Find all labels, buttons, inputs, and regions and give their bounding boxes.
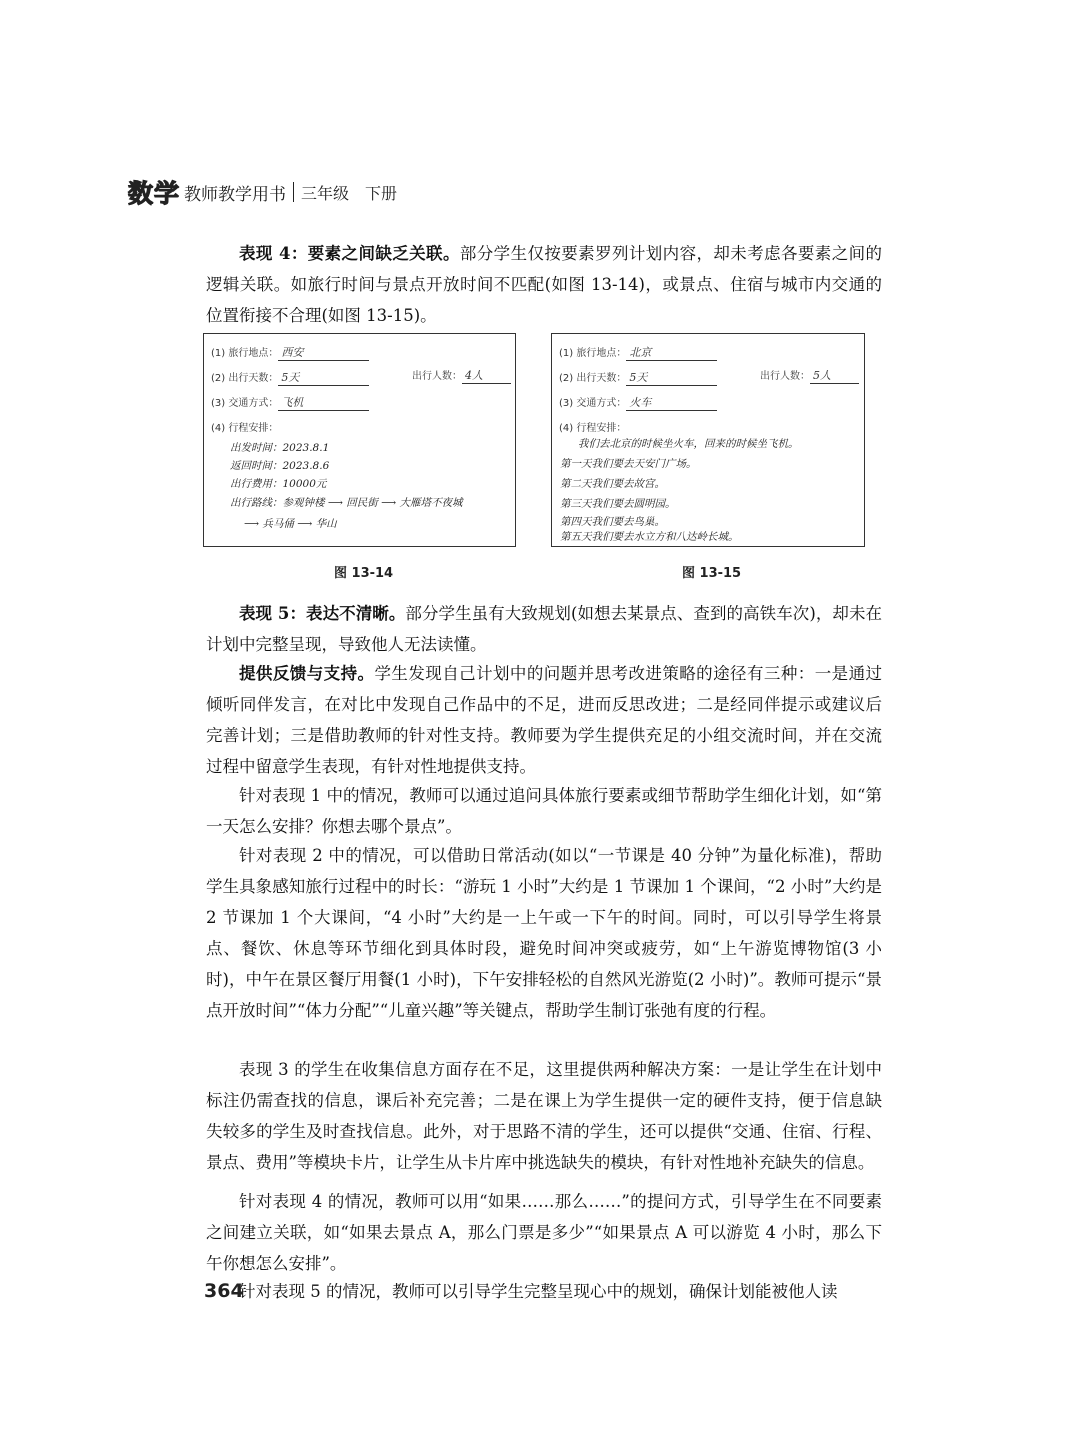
fig-a-row-days: (2) 出行天数： 5天	[211, 369, 369, 386]
figure-caption: 图 13-14	[334, 566, 394, 581]
paragraph-text: 学生发现自己计划中的问题并思考改进策略的途径有三种：一是通过倾听同伴发言，在对比中发现自己作品中的不足，进而反思改进；二是经同伴提示或建议后完善计划；三是借助教师的针对性支持。教师要为学生提供充足的小组交流时间，并在交流过程中留意学生表现，有针对性地提供支持。	[206, 664, 883, 776]
fig-b-line: 第三天我们要去圆明园。	[560, 498, 676, 510]
fig-b-row-days: (2) 出行天数： 5天	[559, 369, 717, 386]
fig-a-row-people: 出行人数： 4人	[412, 367, 511, 384]
fig-b-line: 我们去北京的时候坐火车，回来的时候坐飞机。	[578, 438, 799, 450]
fig-b-line: 第四天我们要去鸟巢。	[560, 516, 665, 528]
paragraph-label: 表现 5：表达不清晰。	[239, 604, 406, 623]
paragraph-response-3: 表现 3 的学生在收集信息方面存在不足，这里提供两种解决方案：一是让学生在计划中标注仍需查找的信息，课后补充完善；二是在课上为学生提供一定的硬件支持，便于信息缺失较多的学生及时查找信息。此外，对于思路不清的学生，还可以提供“交通、住宿、行程、景点、费用”等模块卡片，让学生从卡片库中挑选缺失的模块，有针对性地补充缺失的信息。	[206, 1060, 882, 1172]
paragraph-label: 表现 4：要素之间缺乏关联。	[239, 244, 460, 263]
fig-a-line: 出行费用：10000元	[230, 478, 327, 490]
fig-a-row-schedule: (4) 行程安排：	[211, 423, 279, 434]
paragraph-feedback-support	[206, 658, 882, 782]
fig-b-row-transport: (3) 交通方式： 火车	[559, 394, 717, 411]
paragraph-performance-5	[206, 598, 882, 660]
fig-b-row-people: 出行人数： 5人	[760, 367, 859, 384]
fig-a-row-location: (1) 旅行地点： 西安	[211, 344, 369, 361]
header-divider	[293, 182, 294, 202]
paragraph-response-4: 针对表现 4 的情况，教师可以用“如果……那么……”的提问方式，引导学生在不同要素之间建立关联，如“如果去景点 A，那么门票是多少”“如果景点 A 可以游览 4 小时，那么下午你想怎么安排”。	[206, 1192, 882, 1273]
paragraph-text: 部分学生虽有大致规划(如想去某景点、查到的高铁车次)，却未在计划中完整呈现，导致他人无法读懂。	[206, 604, 882, 654]
book-title: 教师教学用书	[184, 184, 287, 205]
fig-a-line: 出行路线：参观钟楼 ⟶ 回民街 ⟶ 大雁塔不夜城	[230, 497, 463, 509]
fig-b-line: 第二天我们要去故宫。	[560, 478, 665, 490]
page-number: 364	[204, 1280, 244, 1302]
figure-caption: 图 13-15	[682, 566, 742, 581]
fig-a-line: 出发时间：2023.8.1	[230, 442, 330, 454]
paragraph-response-2: 针对表现 2 中的情况，可以借助日常活动(如以“一节课是 40 分钟”为量化标准)，帮助学生具象感知旅行过程中的时长：“游玩 1 小时”大约是 1 节课加 1 个课间，“2 小时”大约是 2 节课加 1 个大课间，“4 小时”大约是一上午或一下午的时间。同时，可以引导学生将景点、餐饮、休息等环节细化到具体时段，避免时间冲突或疲劳，如“上午游览博物馆(3 小时)，中午在景区餐厅用餐(1 小时)，下午安排轻松的自然风光游览(2 小时)”。教师可提示“景点开放时间”“体力分配”“儿童兴趣”等关键点，帮助学生制订张弛有度的行程。	[206, 846, 882, 1020]
grade-label: 三年级 下册	[301, 183, 398, 203]
fig-a-row-transport: (3) 交通方式： 飞机	[211, 394, 369, 411]
fig-b-line: 第一天我们要去天安门广场。	[560, 458, 697, 470]
subject-title: 数学	[128, 179, 181, 208]
fig-b-row-schedule: (4) 行程安排：	[559, 423, 627, 434]
paragraph-label: 提供反馈与支持。	[239, 664, 375, 683]
fig-a-line: 返回时间：2023.8.6	[230, 460, 330, 472]
paragraph-performance-4	[206, 238, 882, 331]
figure-13-14	[203, 333, 516, 547]
fig-b-row-location: (1) 旅行地点： 北京	[559, 344, 717, 361]
fig-a-line: ⟶ 兵马俑 ⟶ 华山	[244, 518, 337, 530]
figure-13-15	[551, 333, 865, 547]
fig-b-line: 第五天我们要去水立方和八达岭长城。	[560, 531, 739, 543]
paragraph-text: 部分学生仅按要素罗列计划内容，却未考虑各要素之间的逻辑关联。如旅行时间与景点开放时间不匹配(如图 13-14)，或景点、住宿与城市内交通的位置衔接不合理(如图 13-15)。	[206, 244, 883, 325]
paragraph-response-1: 针对表现 1 中的情况，教师可以通过追问具体旅行要素或细节帮助学生细化计划，如“第一天怎么安排？你想去哪个景点”。	[206, 786, 882, 836]
paragraph-response-5: 针对表现 5 的情况，教师可以引导学生完整呈现心中的规划，确保计划能被他人读	[239, 1282, 838, 1301]
running-header	[128, 176, 397, 208]
